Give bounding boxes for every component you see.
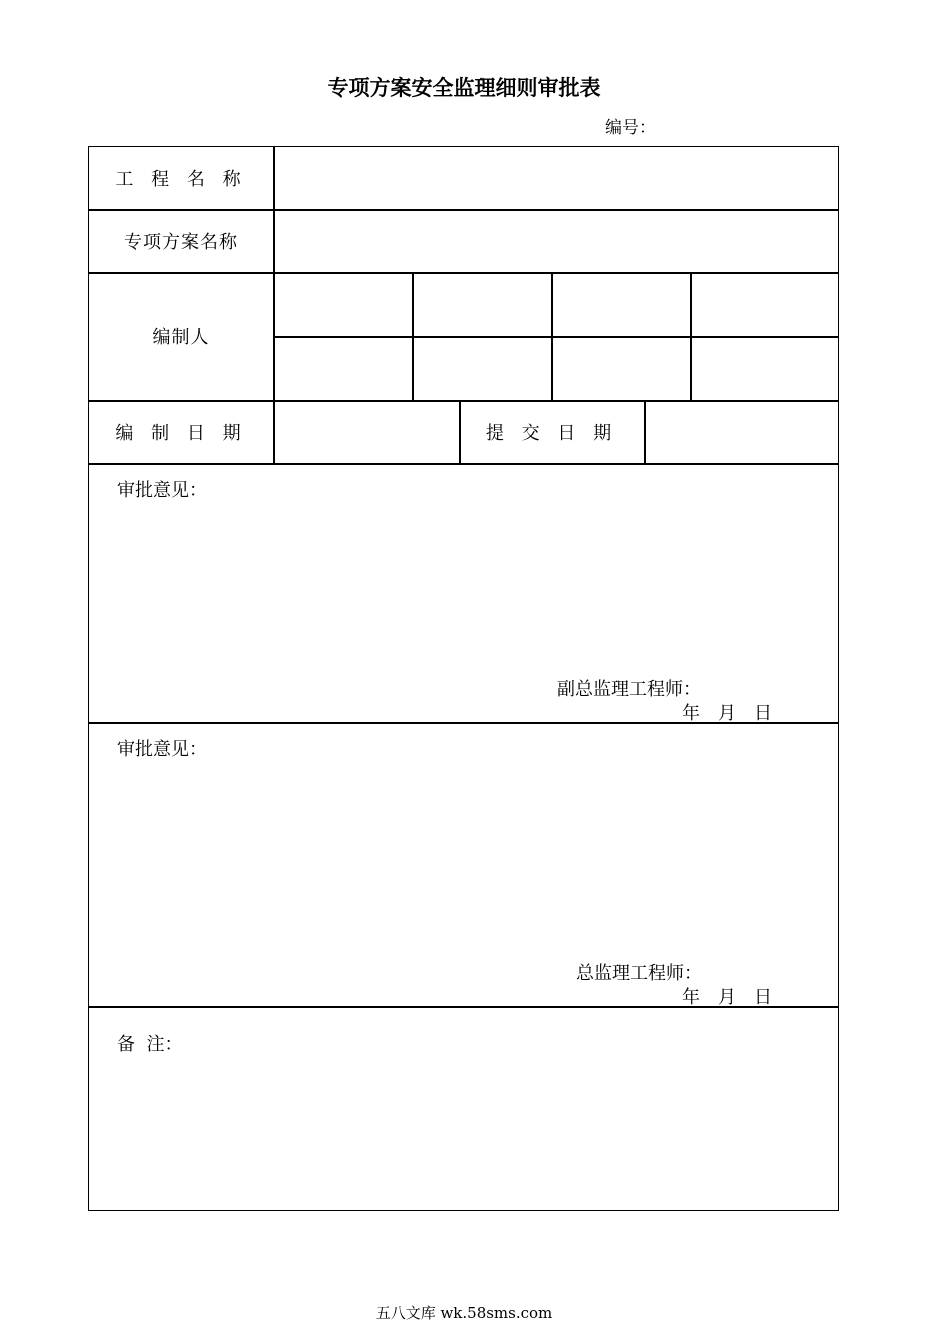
row-divider [274,336,839,338]
deputy-chief-engineer-label: 副总监理工程师： [557,679,701,700]
compiler-label: 编制人 [152,327,210,348]
column-divider [644,400,646,464]
column-divider [551,272,553,400]
column-divider [412,272,414,400]
document-number-label: 编号： [605,118,656,138]
approval-opinion-label-1: 审批意见： [117,480,207,501]
row-divider [88,463,839,465]
project-name-label: 工 程 名 称 [115,168,247,190]
remarks-label: 备 注： [117,1034,183,1055]
compile-date-label: 编 制 日 期 [115,422,247,444]
footer-watermark: 五八文库 wk.58sms.com [375,1304,553,1322]
submit-date-label: 提 交 日 期 [485,422,618,444]
approval-form-table [88,146,839,1211]
page-title: 专项方案安全监理细则审批表 [327,76,601,100]
date-line-1: 年 月 日 [682,703,772,724]
chief-engineer-label: 总监理工程师： [576,963,702,984]
approval-opinion-label-2: 审批意见： [117,739,207,760]
date-line-2: 年 月 日 [682,987,772,1008]
column-divider [690,272,692,400]
plan-name-label: 专项方案名称 [124,231,238,253]
